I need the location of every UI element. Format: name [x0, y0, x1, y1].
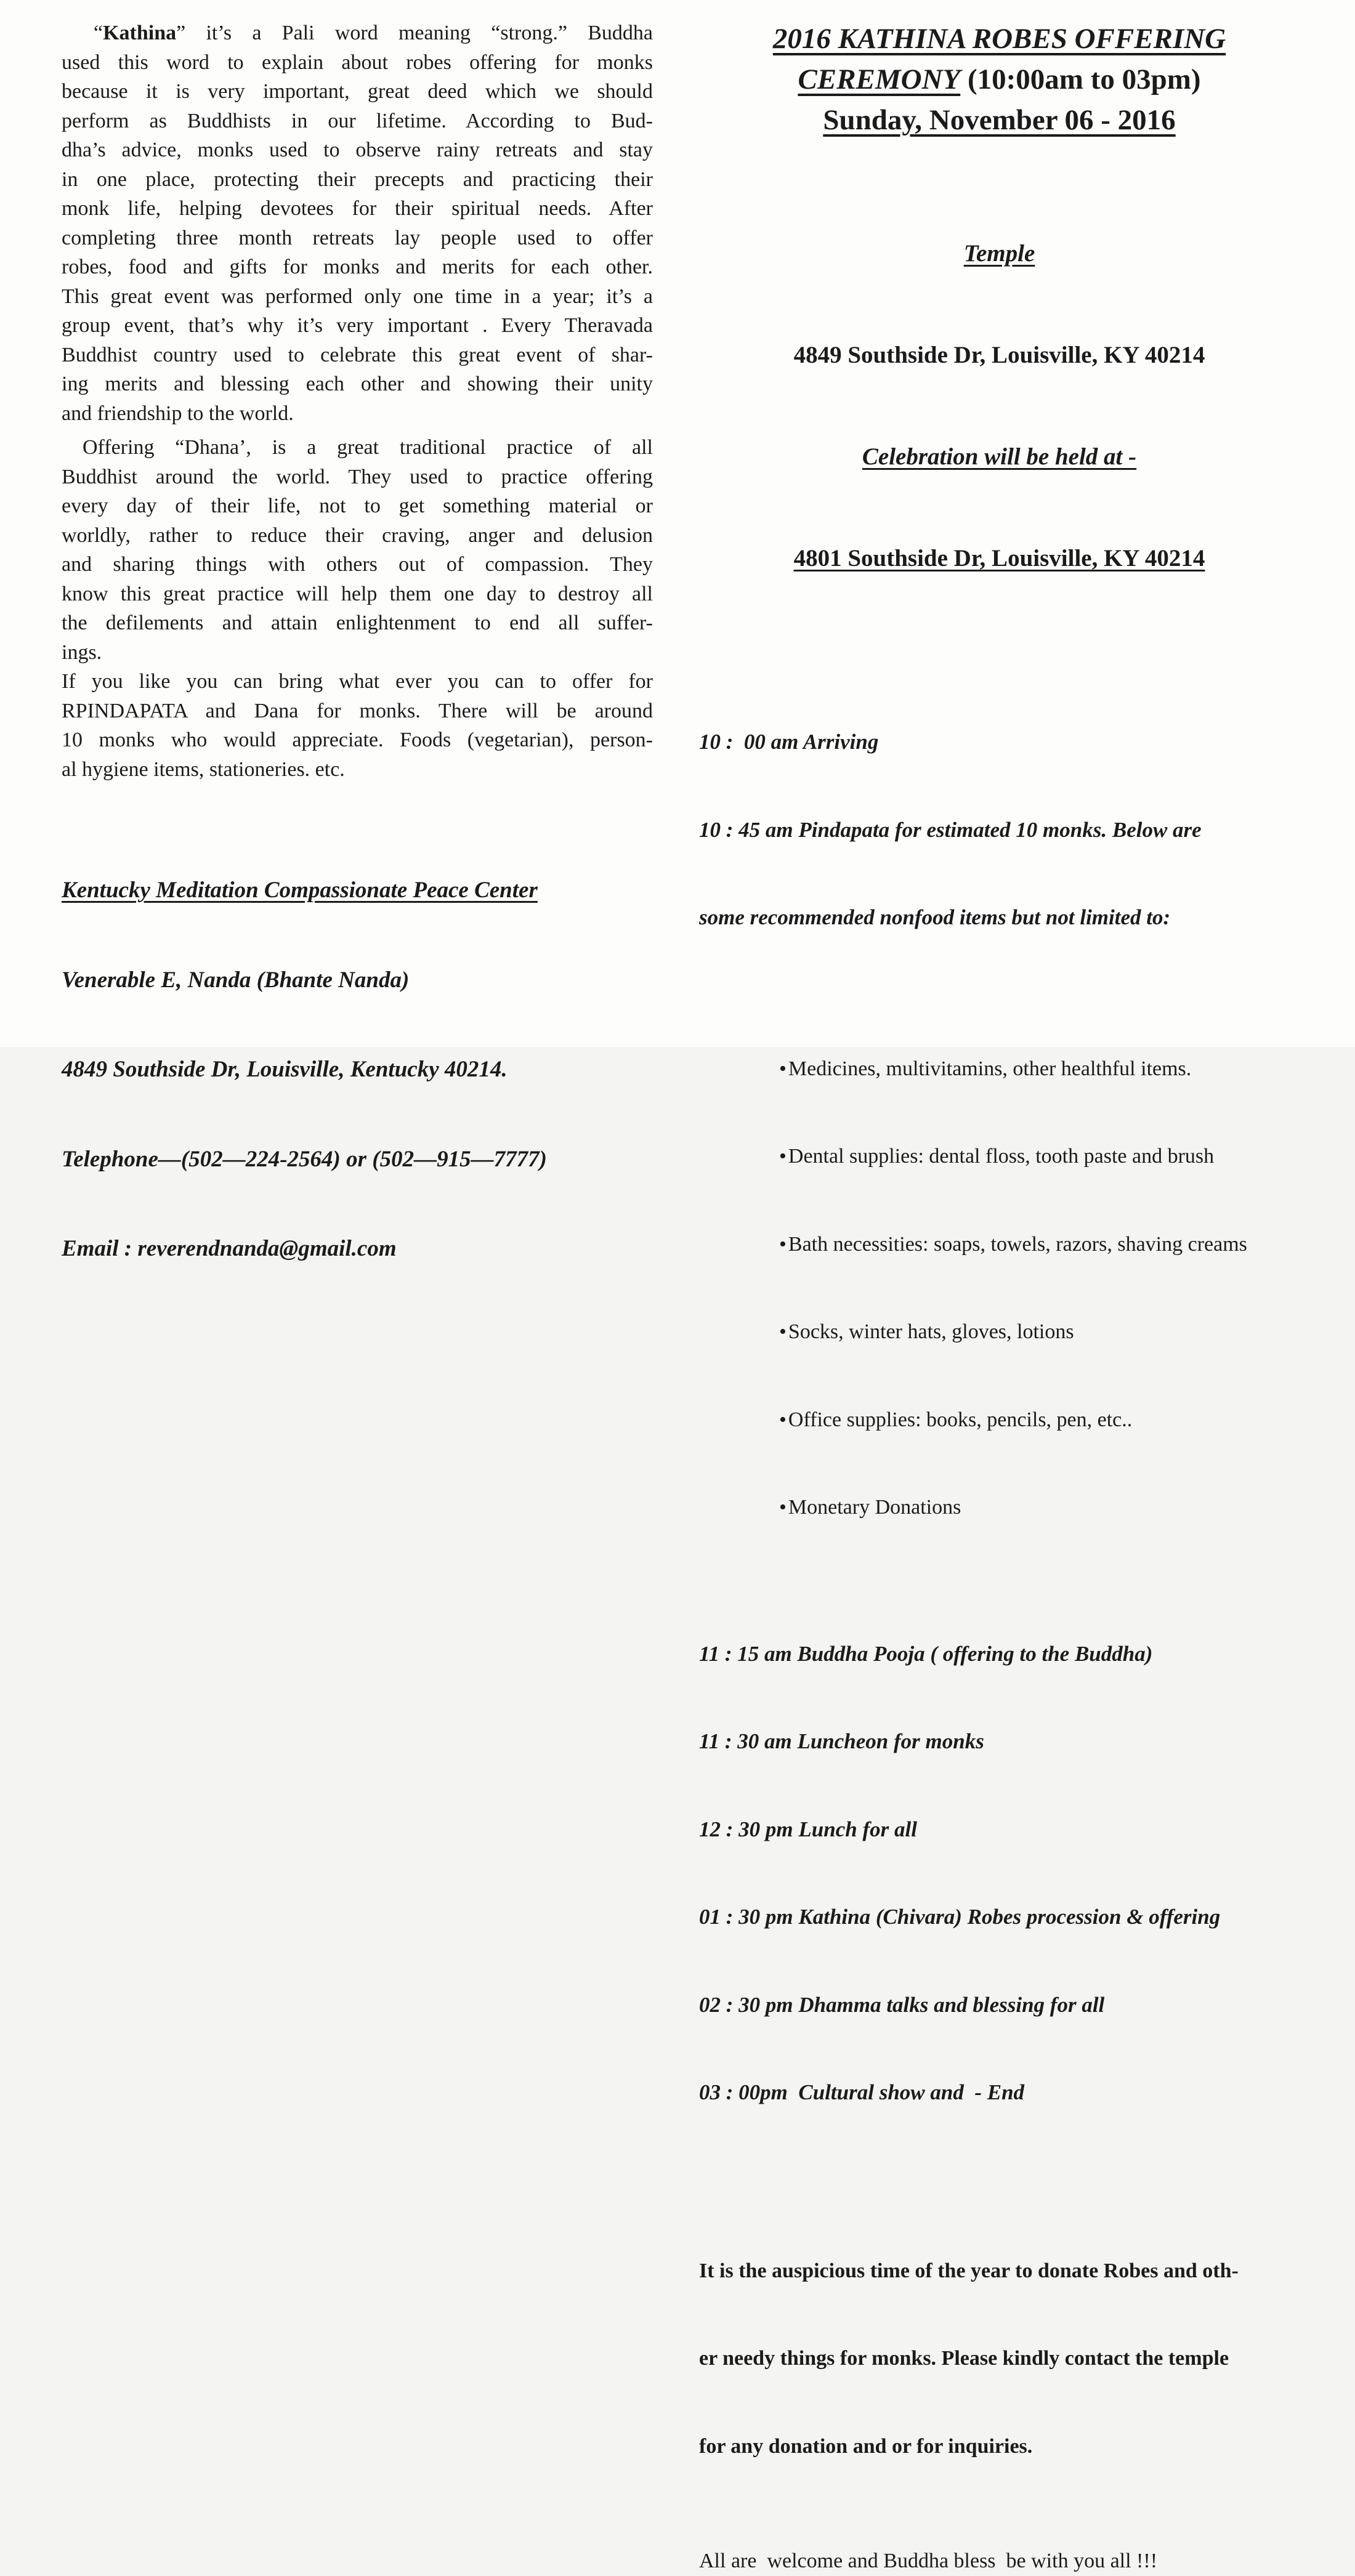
schedule-top	[699, 669, 1300, 991]
intro-paragraph	[62, 18, 653, 428]
list-item: • Office supplies: books, pencils, pen, etc..	[779, 1405, 1300, 1435]
contact-block	[62, 816, 653, 1324]
org-name: Kentucky Meditation Compassionate Peace Center	[62, 878, 538, 903]
text-line: know this great practice will help them one day to destroy all	[62, 582, 653, 605]
event-title	[699, 18, 1300, 140]
dhana-paragraph	[62, 433, 653, 667]
text-line: every day of their life, not to get something material or	[62, 495, 653, 517]
text-line: and friendship to the world.	[62, 402, 294, 425]
text-line: for any donation and or for inquiries.	[699, 2434, 1033, 2458]
celebration-address: 4801 Southside Dr, Louisville, KY 40214	[793, 545, 1205, 571]
list-item: • Socks, winter hats, gloves, lotions	[779, 1317, 1300, 1347]
text-line: used this word to explain about robes offering for monks	[62, 50, 653, 74]
text-line: 10 monks who would appreciate. Foods (vegetarian), person-	[62, 729, 653, 751]
phone-line: Telephone—(502—224-2564) or (502—915—7777)	[62, 1146, 547, 1172]
temple-address: 4849 Southside Dr, Louisville, KY 40214	[793, 342, 1205, 368]
list-item: • Medicines, multivitamins, other healthful items.	[779, 1054, 1300, 1084]
schedule-item: 10 : 45 am Pindapata for estimated 10 monks. Below are	[699, 817, 1202, 842]
event-hours: (10:00am to 03pm)	[960, 63, 1201, 95]
celebration-note-text: Celebration will be held at -	[862, 443, 1137, 470]
text-line: worldly, rather to reduce their craving, anger and delusion	[62, 523, 653, 547]
celebration-note	[699, 440, 1300, 474]
list-item: • Bath necessities: soaps, towels, razors, shaving creams	[779, 1230, 1300, 1259]
text-line: Offering “Dhana’, is a great traditional practice of all	[83, 436, 653, 459]
bring-offer-paragraph	[62, 667, 653, 784]
schedule-item: 12 : 30 pm Lunch for all	[699, 1817, 917, 1841]
text-line: because it is very important, great deed which we should	[62, 80, 653, 103]
venue-block	[699, 169, 1300, 643]
text-line: the defilements and attain enlightenment to end all suffer-	[62, 612, 653, 634]
text-line: It is the auspicious time of the year to donate Robes and oth-	[699, 2259, 1239, 2282]
schedule-item: 02 : 30 pm Dhamma talks and blessing for all	[699, 1992, 1105, 2017]
text-line: This great event was performed only one time in a year; it’s a	[62, 285, 653, 308]
text-line: ings.	[62, 640, 102, 664]
text-line	[62, 18, 653, 48]
event-title-line-2	[699, 59, 1300, 100]
schedule-item: 03 : 00pm Cultural show and - End	[699, 2080, 1025, 2104]
text-line: al hygiene items, stationeries. etc.	[62, 757, 345, 781]
text-line: group event, that’s why it’s very important . Every Theravada	[62, 314, 653, 337]
open-quote: “	[94, 22, 103, 44]
kathina-word: Kathina	[103, 22, 177, 44]
list-item: • Monetary Donations	[779, 1493, 1300, 1522]
text-line: robes, food and gifts for monks and merits for each other.	[62, 256, 653, 278]
text-line: perform as Buddhists in our lifetime. According to Bud-	[62, 109, 653, 132]
text-line: and sharing things with others out of compassion. They	[62, 553, 653, 576]
schedule-item: 11 : 30 am Luncheon for monks	[699, 1729, 984, 1753]
text-line: dha’s advice, monks used to observe rainy retreats and stay	[62, 139, 653, 161]
temple-street-address: 4849 Southside Dr, Louisville, Kentucky 40214.	[62, 1057, 508, 1082]
schedule-item: some recommended nonfood items but not limited to:	[699, 905, 1171, 929]
text-line: ” it’s a Pali word meaning “strong.” Buddha	[176, 22, 653, 44]
right-column	[699, 18, 1300, 2576]
donation-items-list	[779, 996, 1300, 1581]
text-line: If you like you can bring what ever you can to offer for	[62, 670, 653, 693]
text-line: ing merits and blessing each other and showing their unity	[62, 373, 653, 395]
monk-name: Venerable E, Nanda (Bhante Nanda)	[62, 967, 410, 993]
text-line: er needy things for monks. Please kindly contact the temple	[699, 2347, 1229, 2370]
schedule-item: 01 : 30 pm Kathina (Chivara) Robes procession & offering	[699, 1905, 1221, 1929]
list-item: • Dental supplies: dental floss, tooth paste and brush	[779, 1142, 1300, 1171]
schedule-bottom	[699, 1581, 1300, 2166]
event-title-line-1: 2016 KATHINA ROBES OFFERING	[772, 23, 1226, 55]
text-line: monk life, helping devotees for their spiritual needs. After	[62, 197, 653, 220]
text-line: in one place, protecting their precepts and practicing their	[62, 168, 653, 191]
text-line: RPINDAPATA and Dana for monks. There will be around	[62, 699, 653, 722]
text-line: Buddhist country used to celebrate this great event of shar-	[62, 343, 653, 366]
temple-label	[699, 236, 1300, 270]
event-date-line: Sunday, November 06 - 2016	[823, 104, 1176, 136]
schedule-item: 10 : 00 am Arriving	[699, 730, 879, 754]
ceremony-word: CEREMONY	[798, 63, 961, 95]
welcome-line: All are welcome and Buddha bless be with you all !!!	[699, 2550, 1158, 2572]
text-line: completing three month retreats lay people used to offer	[62, 226, 653, 249]
temple-label-text: Temple	[963, 240, 1035, 267]
text-line: Buddhist around the world. They used to practice offering	[62, 465, 653, 488]
schedule-item: 11 : 15 am Buddha Pooja ( offering to the Buddha)	[699, 1641, 1153, 1666]
closing-paragraph	[699, 2198, 1300, 2520]
left-column	[62, 18, 653, 1324]
email-line: Email : reverendnanda@gmail.com	[62, 1236, 397, 1261]
